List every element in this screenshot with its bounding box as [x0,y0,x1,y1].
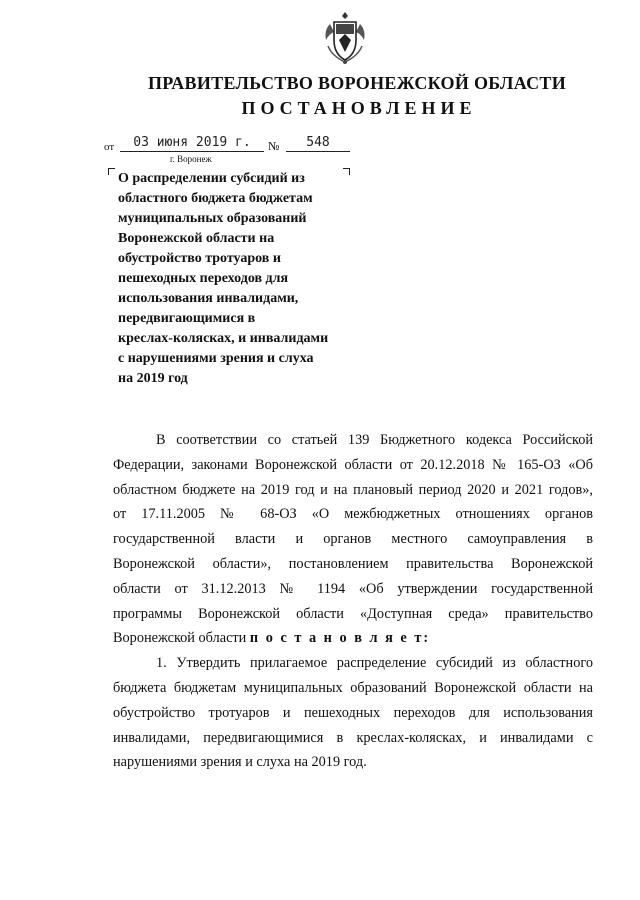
body-line: государственной власти и органов местного самоуправления в [113,531,593,548]
subject-line: областного бюджета бюджетам [118,191,313,206]
number-label: № [268,139,280,153]
subject-line: Воронежской области на [118,231,275,246]
item-line: 1. Утвердить прилагаемое распределение субсидий из областного [156,655,593,672]
body-line-text: Воронежской области [113,630,247,647]
subject-line: муниципальных образований [118,211,307,226]
subject-line: с нарушениями зрения и слуха [118,351,314,366]
document-body [113,428,593,775]
body-line: областном бюджете на 2019 год и на плановый период 2020 и 2021 годов», [113,481,593,498]
coat-of-arms-icon [322,10,368,66]
document-subject [118,169,358,389]
subject-line: передвигающимися в [118,311,256,326]
subject-line: на 2019 год [118,371,188,386]
body-line-final [113,626,593,651]
body-line: В соответствии со статьей 139 Бюджетного кодекса Российской [156,432,593,448]
organization-name: ПРАВИТЕЛЬСТВО ВОРОНЕЖСКОЙ ОБЛАСТИ [147,73,567,93]
city-name: г. Воронеж [170,154,212,164]
item-line: бюджета бюджетам муниципальных образований Воронежской области на [113,679,593,696]
subject-line: обустройство тротуаров и [118,251,281,266]
document-date: 03 июня 2019 г. [120,135,264,152]
body-line: Воронежской области», постановлением правительства Воронежской [113,555,593,572]
subject-corner-left [108,168,115,175]
body-line: Федерации, законами Воронежской области от 20.12.2018 № 165-ОЗ «Об [113,456,593,473]
subject-line: пешеходных переходов для [118,271,289,286]
subject-line: использования инвалидами, [118,291,299,306]
date-prefix: от [104,141,115,153]
document-number: 548 [286,135,350,152]
body-line: области от 31.12.2013 № 1194 «Об утверждении государственной [113,580,593,597]
item-line: нарушениями зрения и слуха на 2019 год. [113,754,367,771]
resolves-word: п о с т а н о в л я е т: [249,630,431,647]
body-line: программы Воронежской области «Доступная среда» правительство [113,605,593,622]
item-line: обустройство тротуаров и пешеходных переходов для использования [113,704,593,721]
body-line: от 17.11.2005 № 68-ОЗ «О межбюджетных отношениях органов [113,506,593,523]
subject-line: О распределении субсидий из [118,171,305,186]
item-line: инвалидами, передвигающимися в креслах-колясках, и инвалидами с [113,729,593,746]
subject-line: креслах-колясках, и инвалидами [118,331,329,346]
document-type: ПОСТАНОВЛЕНИЕ [241,98,477,118]
